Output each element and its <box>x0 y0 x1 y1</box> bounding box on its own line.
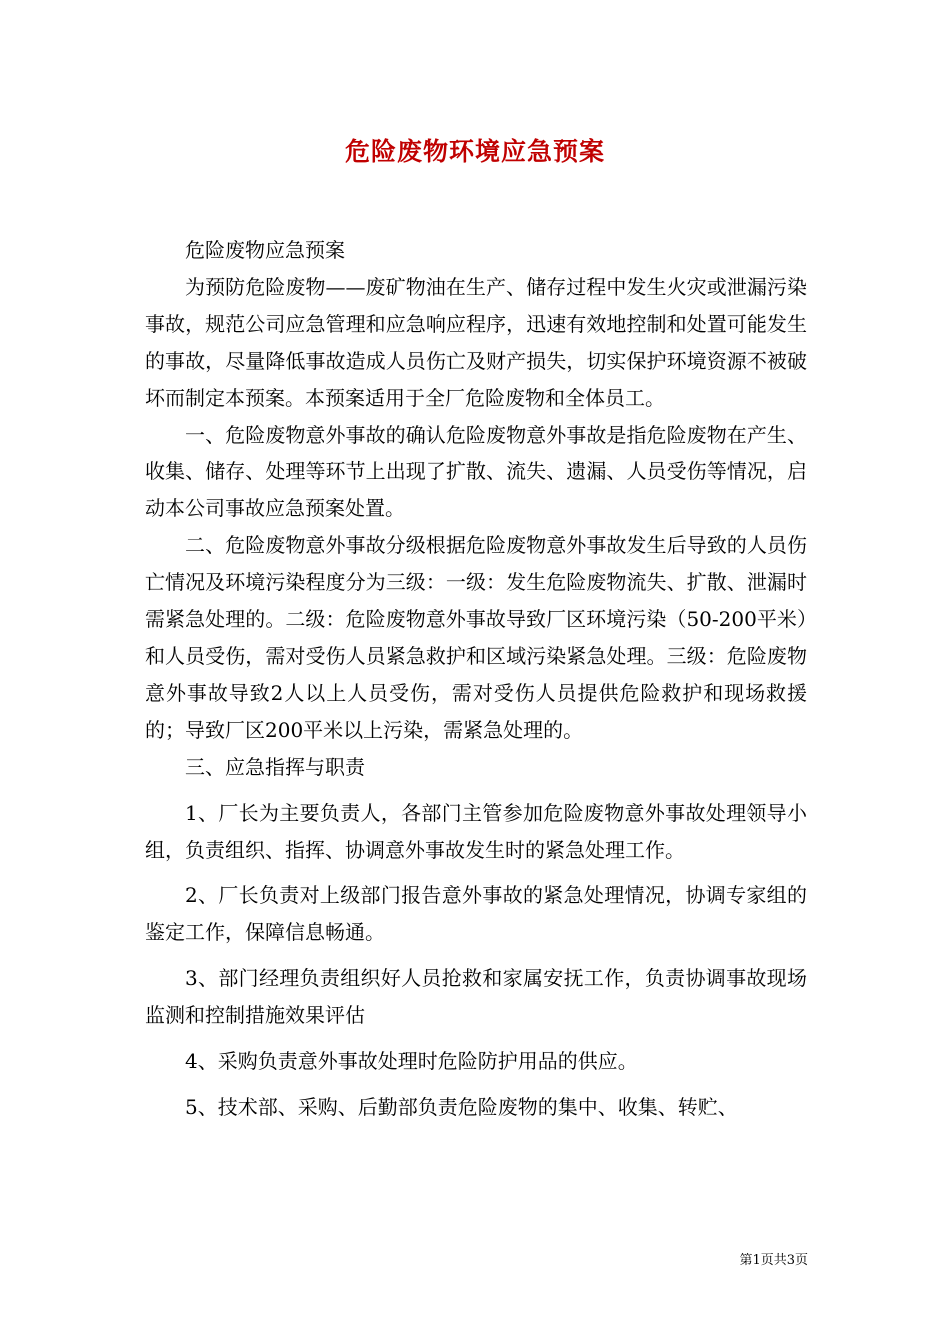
paragraph-duty-5: 5、技术部、采购、后勤部负责危险废物的集中、收集、转贮、 <box>185 1094 738 1119</box>
document-body <box>145 232 807 1126</box>
paragraph-section-1: 一、危险废物意外事故的确认危险废物意外事故是指危险废物在产生、收集、储存、处理等环节上出现了扩散、流失、遗漏、人员受伤等情况，启动本公司事故应急预案处置。 <box>145 422 807 521</box>
paragraph-duty-3: 3、部门经理负责组织好人员抢救和家属安抚工作，负责协调事故现场监测和控制措施效果评估 <box>145 966 807 1028</box>
paragraph-duty-1: 1、厂长为主要负责人，各部门主管参加危险废物意外事故处理领导小组，负责组织、指挥、协调意外事故发生时的紧急处理工作。 <box>145 800 807 862</box>
paragraph-section-2: 二、危险废物意外事故分级根据危险废物意外事故发生后导致的人员伤亡情况及环境污染程度分为三级：一级：发生危险废物流失、扩散、泄漏时需紧急处理的。二级：危险废物意外事故导致厂区环境污染（50-200平米）和人员受伤，需对受伤人员紧急救护和区域污染紧急处理。三级：危险废物意外事故导致2人以上人员受伤，需对受伤人员提供危险救护和现场救援的；导致厂区200平米以上污染，需紧急处理的。 <box>145 533 807 742</box>
section-heading: 危险废物应急预案 <box>185 238 345 262</box>
paragraph-intro: 为预防危险废物——废矿物油在生产、储存过程中发生火灾或泄漏污染事故，规范公司应急管理和应急响应程序，迅速有效地控制和处置可能发生的事故，尽量降低事故造成人员伤亡及财产损失，切实保护环境资源不被破坏而制定本预案。本预案适用于全厂危险废物和全体员工。 <box>145 274 807 410</box>
paragraph-section-3-heading: 三、应急指挥与职责 <box>185 754 365 779</box>
document-title: 危险废物环境应急预案 <box>344 137 605 166</box>
paragraph-duty-2: 2、厂长负责对上级部门报告意外事故的紧急处理情况，协调专家组的鉴定工作，保障信息畅通。 <box>145 883 807 945</box>
paragraph-duty-4: 4、采购负责意外事故处理时危险防护用品的供应。 <box>185 1049 638 1074</box>
page-number: 第1页共3页 <box>739 1253 808 1268</box>
